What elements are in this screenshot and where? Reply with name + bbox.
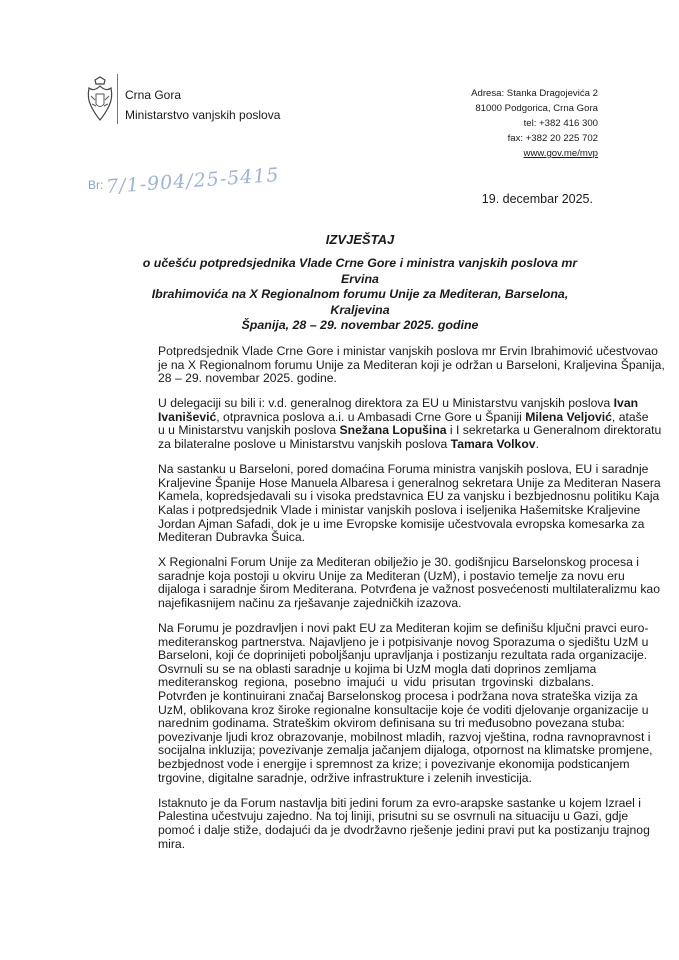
address-line: 81000 Podgorica, Crna Gora bbox=[475, 103, 598, 114]
bold-name: Ivan bbox=[613, 396, 639, 411]
text-segment: i I sekretarka u Generalnom direktoratu bbox=[446, 423, 662, 438]
paragraph-line bbox=[158, 396, 639, 411]
subtitle-line: Španija, 28 – 29. novembar 2025. godine bbox=[241, 318, 479, 332]
paragraph-line: Kalas i potpredsjednik Vlade i ministar vanjskih poslova i iseljenika Hašemitske Kraljevine bbox=[158, 502, 641, 517]
subtitle-line: o učešću potpredsjednika Vlade Crne Gore i ministra vanjskih poslova mr Ervina bbox=[142, 256, 578, 286]
website-link[interactable]: www.gov.me/mvp bbox=[523, 148, 598, 159]
reference-label: Br: bbox=[88, 178, 104, 192]
address-line: tel: +382 416 300 bbox=[523, 118, 598, 129]
paragraph-line bbox=[158, 423, 662, 438]
paragraph-line: je na X Regionalnom forumu Unije za Mediteran koji je održan u Barseloni, Kraljevina Španija, bbox=[158, 357, 665, 372]
paragraph-line: narednim godinama. Strateškim okvirom definisana su tri međusobno povezana stuba: bbox=[158, 716, 625, 731]
paragraph-line: povezivanje ljudi kroz obrazovanje, mobilnost mladih, razvoj vještina, rodna ravnopravnost i bbox=[158, 729, 651, 744]
paragraph-line: Mediteran Dubravka Šuica. bbox=[158, 530, 305, 545]
text-segment: za bilateralne poslove u Ministarstvu vanjskih poslova bbox=[158, 437, 451, 452]
address-line: fax: +382 20 225 702 bbox=[507, 133, 598, 144]
paragraph-line: saradnje koja postoji u okviru Unije za Mediteran (UzM), i postavio temelje za novu eru bbox=[158, 568, 625, 583]
paragraph-line: Kraljevine Španije Hose Manuela Albaresa i generalnog sekretara Unije za Mediteran Nasera bbox=[158, 475, 661, 490]
paragraph bbox=[158, 396, 662, 452]
paragraph-line: bezbjednost vode i energije i spremnost za krize; i povezivanje ekonomija podsticanjem bbox=[158, 757, 630, 772]
paragraph-line bbox=[158, 438, 594, 452]
paragraph-line: Istaknuto je da Forum nastavlja biti jedini forum za evro-arapske sastanke u kojem Izrael i bbox=[158, 795, 641, 810]
paragraph-line: mira. bbox=[158, 836, 186, 851]
paragraph-line: dijaloga i saradnje širom Mediterana. Potvrđena je važnost posvećenosti multilateralizmu kao bbox=[158, 582, 660, 597]
text-segment: u u Ministarstvu vanjskih poslova bbox=[158, 423, 340, 438]
ministry-name: Ministarstvo vanjskih poslova bbox=[125, 108, 281, 122]
paragraph-line: Barseloni, koji će doprinijeti poboljšanju upravljanja i postizanju rezultata rada organizacije. bbox=[158, 648, 648, 663]
header-divider bbox=[117, 74, 118, 124]
paragraph-line: pomoć i dalje stiže, dodajući da je dvodržavno rješenje jedini pravi put ka postizanju trajnog bbox=[158, 822, 650, 837]
handwritten-reference-number: 7/1-904/25-5415 bbox=[105, 163, 281, 199]
paragraph-line: mediteranskog partnerstva. Najavljeno je i potpisivanje novog Sporazuma o sjedištu UzM u bbox=[158, 634, 649, 649]
paragraph-line: Potpredsjednik Vlade Crne Gore i ministar vanjskih poslova mr Ervin Ibrahimović učestvovao bbox=[158, 344, 658, 358]
paragraph-line: Palestina učestvuju zajedno. Na toj liniji, prisutni su se osvrnuli na situaciju u Gazi, gdje bbox=[158, 809, 629, 824]
paragraph-line: Kamela, kopredsjedavali su i visoka predstavnica EU za vanjsku i bezbjednosnu politiku Kaja bbox=[158, 489, 660, 504]
document-subtitle bbox=[140, 256, 580, 334]
paragraph-line: trgovine, digitalne saradnje, održive infrastrukture i zelenih investicija. bbox=[158, 770, 532, 785]
paragraph-line: socijalna inkluzija; povezivanje zemalja jačanjem dijaloga, otpornost na klimatske promjene, bbox=[158, 743, 653, 758]
paragraph bbox=[158, 555, 660, 610]
paragraph bbox=[158, 462, 661, 545]
address-line: Adresa: Stanka Dragojevića 2 bbox=[471, 88, 598, 99]
paragraph bbox=[158, 621, 653, 785]
paragraph bbox=[158, 795, 650, 851]
bold-name: Tamara Volkov bbox=[450, 437, 536, 452]
document-date: 19. decembar 2025. bbox=[481, 192, 593, 206]
paragraph-line: 28 – 29. novembar 2025. godine. bbox=[158, 371, 337, 386]
paragraph-line: Potvrđen je kontinuirani značaj Barselonskog procesa i podržana nova strateška vizija za bbox=[158, 689, 638, 704]
address-block bbox=[471, 86, 598, 161]
paragraph-line: Na Forumu je pozdravljen i novi pakt EU za Mediteran kojim se definišu ključni pravci euro- bbox=[158, 621, 649, 636]
paragraph-line: Jordan Ajman Safadi, dok je u ime Evropske komisije učestvovala evropska komesarka za bbox=[158, 516, 645, 531]
document-title: IZVJEŠTAJ bbox=[325, 232, 395, 247]
coat-of-arms-logo bbox=[86, 76, 114, 122]
bold-name: Milena Veljović bbox=[525, 409, 612, 424]
paragraph-line: UzM, oblikovana kroz široke regionalne konsultacije koje će voditi djelovanje organizacije u bbox=[158, 702, 649, 717]
paragraph-line bbox=[158, 409, 649, 425]
paragraph bbox=[158, 344, 665, 386]
text-segment: , ataše bbox=[611, 409, 649, 424]
org-name: Crna Gora bbox=[125, 88, 182, 102]
text-segment: . bbox=[535, 437, 539, 452]
paragraph-line: Osvrnuli su se na oblasti saradnje u kojima bi UzM mogla dati doprinos zemljama bbox=[158, 661, 597, 676]
text-segment: , otpravnica poslova a.i. u Ambasadi Crne Gore u Španiji bbox=[216, 409, 526, 424]
bold-name: Ivanišević bbox=[158, 409, 217, 424]
text-segment: U delegaciji su bili i: v.d. generalnog direktora za EU u Ministarstvu vanjskih poslova bbox=[158, 396, 614, 411]
report-body bbox=[158, 344, 665, 863]
paragraph-line: X Regionalni Forum Unije za Mediteran obilježio je 30. godišnjicu Barselonskog procesa i bbox=[158, 555, 639, 570]
bold-name: Snežana Lopušina bbox=[339, 423, 447, 438]
subtitle-line: Ibrahimovića na X Regionalnom forumu Unije za Mediteran, Barselona, Kraljevina bbox=[151, 287, 569, 317]
paragraph-line: najefikasnijem načinu za rješavanje zajedničkih izazova. bbox=[158, 596, 462, 610]
paragraph-line: Na sastanku u Barseloni, pored domaćina Foruma ministra vanjskih poslova, EU i saradnje bbox=[158, 462, 649, 477]
paragraph-line: mediteranskog regiona, posebno imajući u vidu prisutan trgovinski dizbalans. bbox=[158, 675, 594, 690]
